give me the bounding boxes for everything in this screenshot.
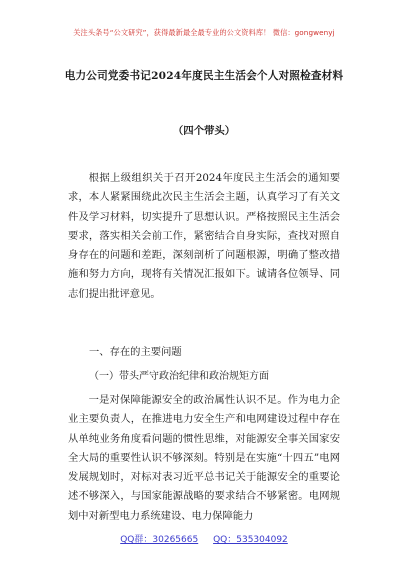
section-heading: 一、存在的主要问题 [89,346,182,358]
qq-group-link[interactable]: QQ群：30265665 [120,535,199,545]
document-subtitle: （四个带头） [172,125,236,137]
promo-banner: 关注头条号“公文研究”，获得最新最全最专业的公文资料库！ 微信：gongwenyj [73,28,335,37]
document-title: 电力公司党委书记2024年度民主生活会个人对照检查材料 [64,70,344,82]
body-paragraph: 一是对保障能源安全的政治属性认识不足。作为电力企业主要负责人，在推进电力安全生产和电网建设过程中存在从单纯业务角度看问题的惯性思维，对能源安全事关国家安全大局的重要性认识不够深刻。特别是在实施“十四五”电网发展规划时，对标对表习近平总书记关于能源安全的重要论述不够深入，与国家能源战略的要求结合不够紧密。电网规划中对新型电力系统建设、电力保障能力 [68,394,340,522]
intro-paragraph: 根据上级组织关于召开2024年度民主生活会的通知要求，本人紧紧围绕此次民主生活会主题，认真学习了有关文件及学习材料，切实提升了思想认识。严格按照民主生活会要求，落实相关会前工作，紧密结合自身实际，查找对照自身存在的问题和差距，深刻剖析了问题根源，明确了整改措施和努力方向，现将有关情况汇报如下。诚请各位领导、同志们提出批评意见。 [68,172,340,300]
contact-footer [0,532,408,545]
qq-contact-link[interactable]: QQ：535304092 [213,535,288,545]
subsection-heading: （一）带头严守政治纪律和政治规矩方面 [89,371,269,382]
